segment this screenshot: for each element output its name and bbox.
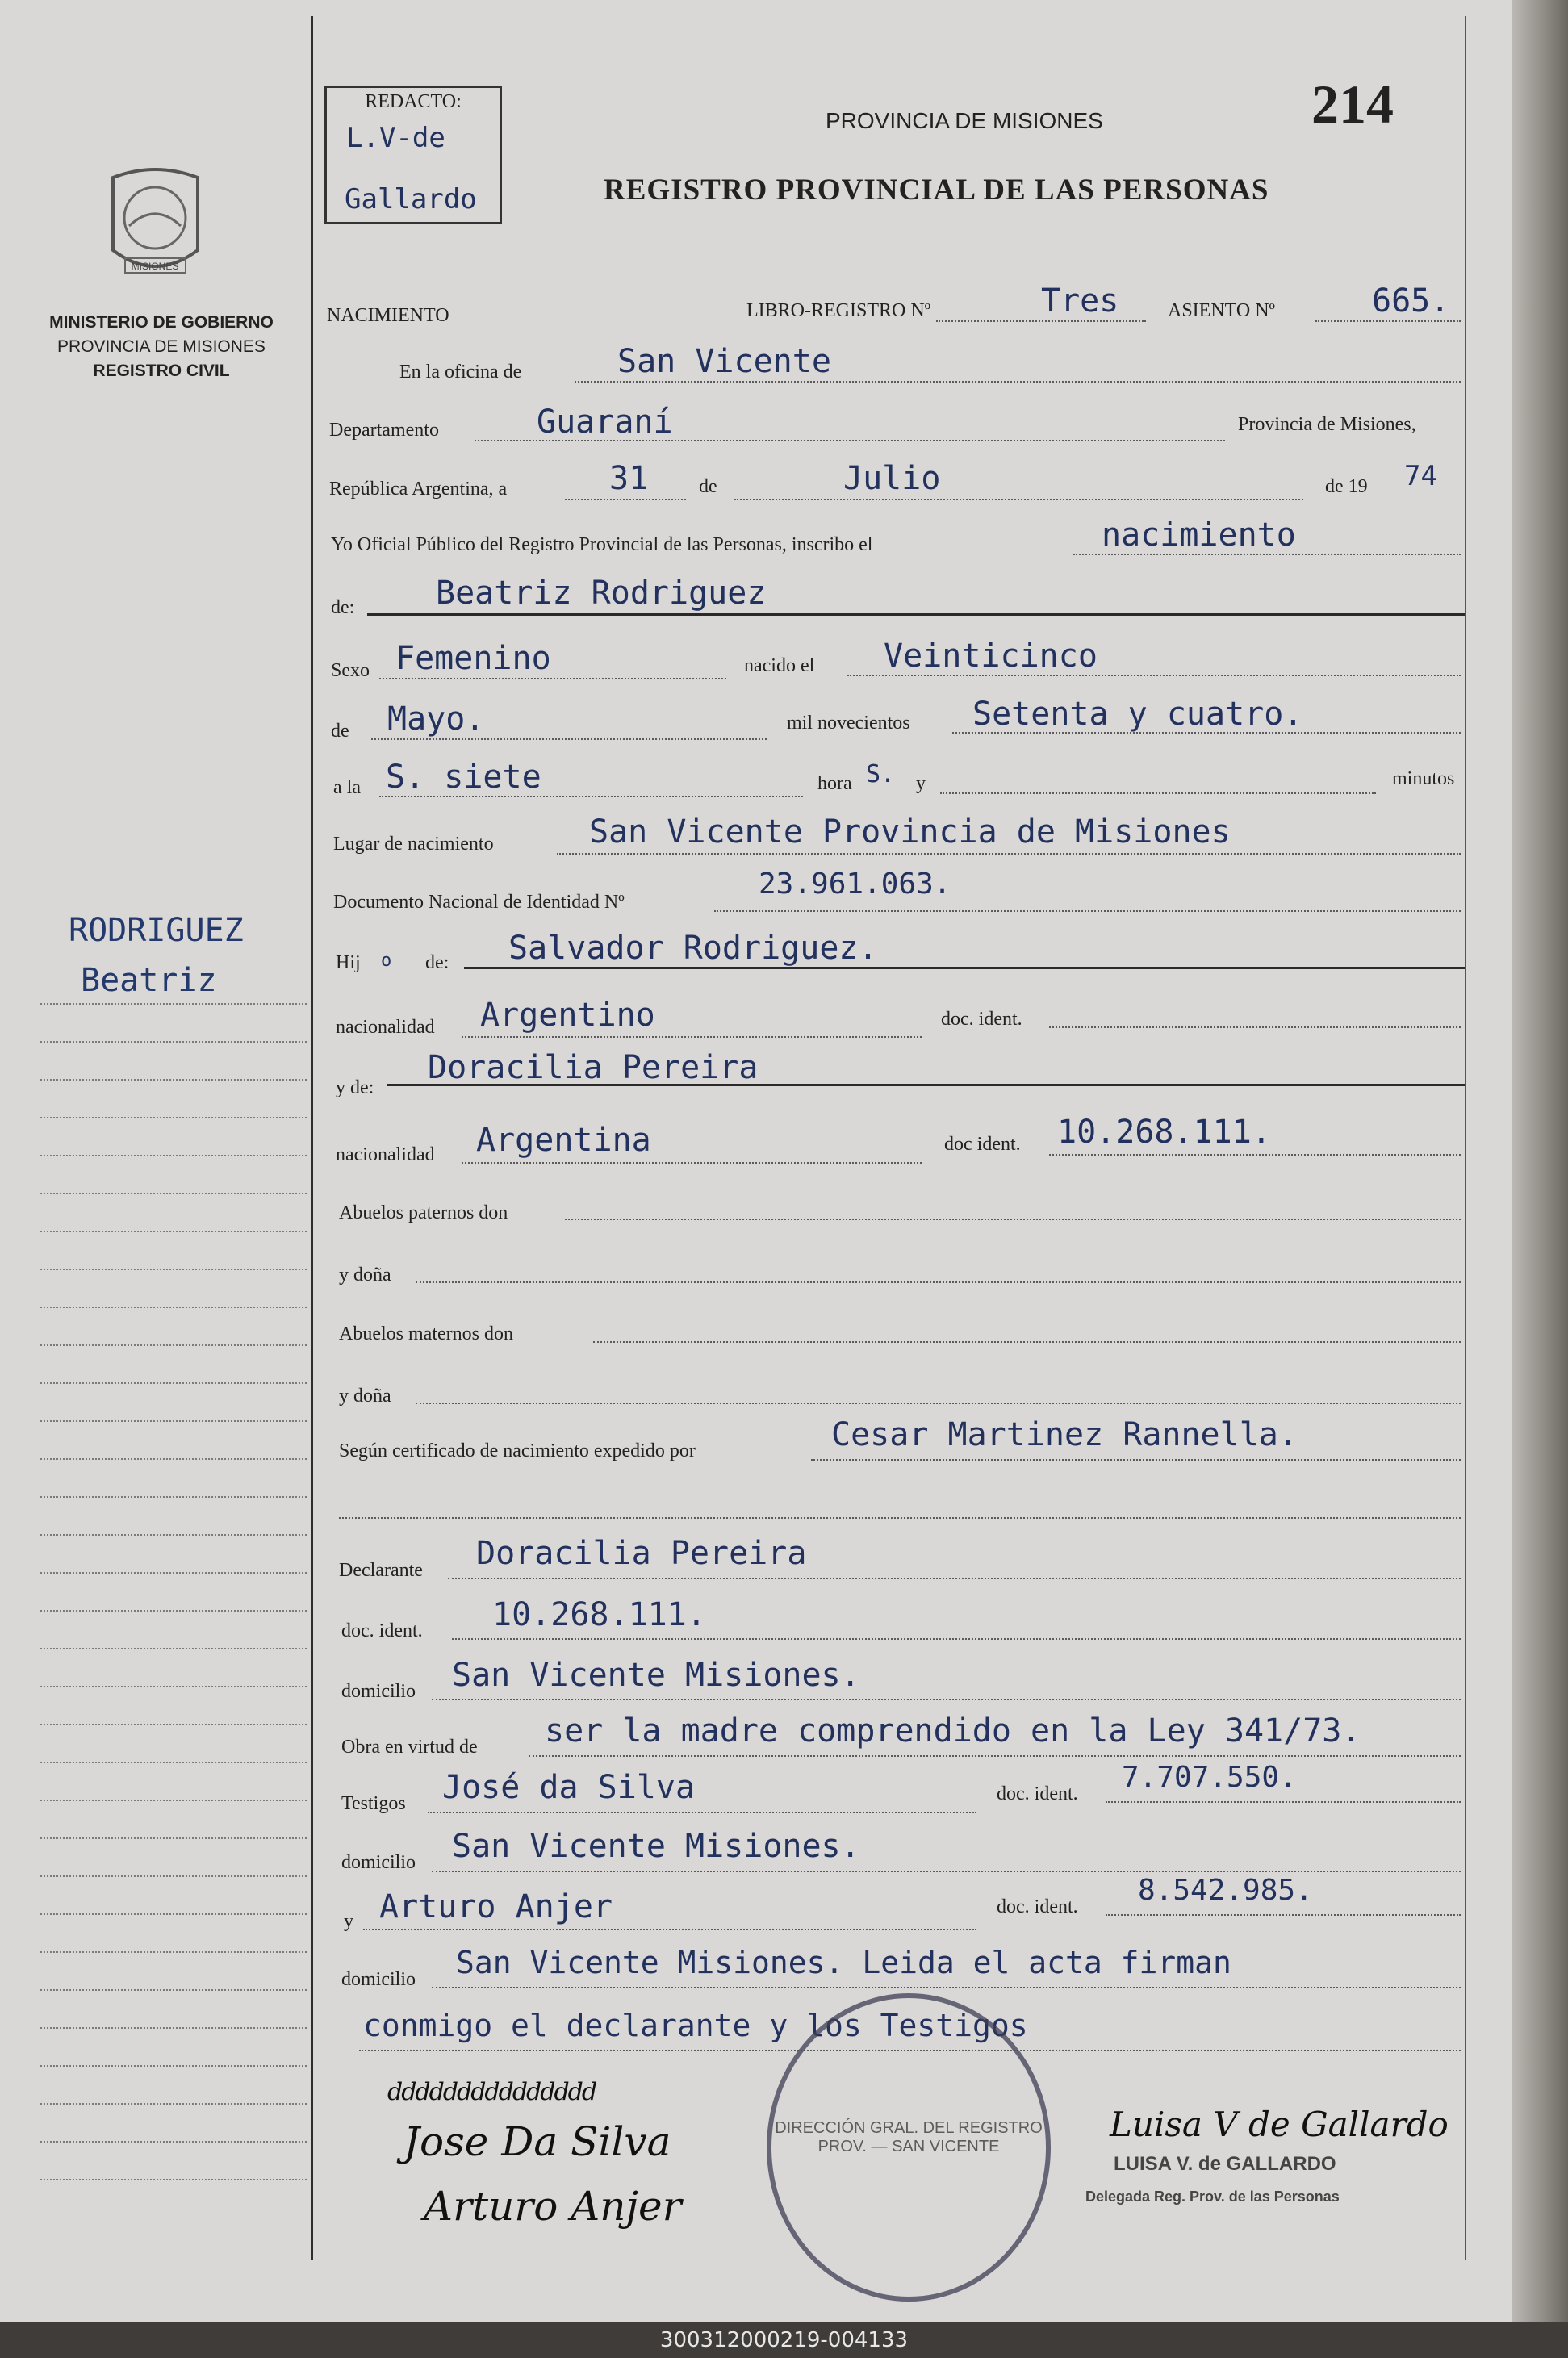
value-departamento: Guaraní [537,403,673,441]
label-nacionalidad-padre: nacionalidad [336,1017,435,1038]
value-nombre: Beatriz Rodriguez [436,575,767,612]
redacto-label: REDACTO: [365,91,462,112]
value-doc-declarante: 10.268.111. [492,1596,706,1633]
value-domicilio-testigo2: San Vicente Misiones. Leida el acta firman [456,1945,1231,1980]
label-y-dona-pat: y doña [339,1265,391,1286]
value-inscribo: nacimiento [1102,516,1296,554]
label-hij: Hij [336,952,361,973]
value-nac-padre: Argentino [480,997,655,1034]
label-docid-declarante: doc. ident. [341,1620,423,1641]
label-provincia: Provincia de Misiones, [1238,414,1416,435]
signature-official: Luisa V de Gallardo [1110,2105,1449,2144]
value-domicilio-testigo1: San Vicente Misiones. [452,1828,860,1865]
value-padre: Salvador Rodriguez. [508,930,878,967]
label-y-dona-mat: y doña [339,1386,391,1407]
label-oficina: En la oficina de [399,362,522,383]
label-segun: Según certificado de nacimiento expedido por [339,1440,696,1461]
label-asiento: ASIENTO Nº [1168,300,1275,321]
right-rule [1465,16,1466,2260]
value-mes: Julio [843,460,941,497]
signature-testigo2: Arturo Anjer [424,2183,682,2230]
redacto-surname: Gallardo [345,183,477,215]
label-nacimiento: NACIMIENTO [327,305,449,326]
folio-number: 214 [1311,73,1394,135]
margin-ruled-lines [40,1003,307,2217]
value-testigo2: Arturo Anjer [379,1888,613,1925]
value-dni: 23.961.063. [759,868,951,901]
official-name: LUISA V. de GALLARDO [1114,2153,1336,2175]
label-testigos: Testigos [341,1793,406,1814]
ministry-province: PROVINCIA DE MISIONES [57,337,266,356]
value-domicilio-declarante: San Vicente Misiones. [452,1657,860,1694]
value-nacido: Veinticinco [884,638,1098,675]
redacto-box [324,86,502,224]
label-oficial: Yo Oficial Público del Registro Provincial de las Personas, inscribo el [331,534,873,555]
image-id-footer: 300312000219-004133 [0,2322,1568,2358]
label-abuelos-paternos: Abuelos paternos don [339,1202,508,1223]
label-domicilio-declarante: domicilio [341,1681,416,1702]
value-segun: Cesar Martinez Rannella. [831,1416,1298,1453]
declarant-signature-scribble: ddddddddddddddd [387,2078,596,2106]
label-de-anio: de 19 [1325,476,1368,497]
label-minutos: minutos [1392,768,1455,789]
label-libro: LIBRO-REGISTRO Nº [746,300,931,321]
ministry-registry: REGISTRO CIVIL [93,362,230,380]
label-republica: República Argentina, a [329,479,508,500]
value-dia: 31 [609,460,649,497]
redacto-initials: L.V-de [346,122,445,154]
registry-title: REGISTRO PROVINCIAL DE LAS PERSONAS [604,174,1269,207]
label-docid-padre: doc. ident. [941,1009,1022,1030]
value-lugar: San Vicente Provincia de Misiones [589,813,1231,851]
value-obra: ser la madre comprendido en la Ley 341/73. [545,1712,1361,1750]
value-mes-nac: Mayo. [387,700,485,738]
value-anio-nac: Setenta y cuatro. [972,696,1303,733]
label-declarante: Declarante [339,1560,423,1581]
value-hij-suffix: o [381,951,392,971]
label-y-testigo2: y [344,1911,353,1932]
margin-surname: RODRIGUEZ [69,912,244,949]
value-testigo1: José da Silva [442,1769,696,1806]
label-docid-testigo1: doc. ident. [997,1783,1078,1804]
label-abuelos-maternos: Abuelos maternos don [339,1323,513,1344]
stamp-text: DIRECCIÓN GRAL. DEL REGISTRO PROV. — SAN VICENTE [775,2119,1043,2155]
provincial-seal-icon [97,161,214,291]
label-domicilio-testigo1: domicilio [341,1852,416,1873]
binding-edge [1512,0,1568,2322]
label-obra: Obra en virtud de [341,1737,478,1758]
value-doc-testigo2: 8.542.985. [1138,1874,1313,1907]
value-sexo: Femenino [395,640,551,677]
label-y-de: y de: [336,1077,374,1098]
official-title: Delegada Reg. Prov. de las Personas [1085,2189,1340,2205]
margin-given-name: Beatriz [81,962,217,999]
label-a-la: a la [333,777,361,798]
signature-testigo1: Jose Da Silva [403,2118,671,2165]
label-de-mesnac: de [331,721,349,742]
value-madre: Doracilia Pereira [428,1049,759,1086]
official-stamp [767,1993,1051,2302]
value-declarante: Doracilia Pereira [476,1535,807,1572]
value-nac-madre: Argentina [476,1122,651,1159]
value-doc-testigo1: 7.707.550. [1122,1761,1297,1794]
value-cierre: conmigo el declarante y los Testigos [363,2008,1028,2043]
label-de-nombre: de: [331,597,355,618]
value-hora: S. siete [386,759,541,796]
value-asiento: 665. [1372,282,1450,320]
label-sexo: Sexo [331,660,370,681]
label-docid-madre: doc ident. [944,1134,1021,1155]
label-lugar: Lugar de nacimiento [333,834,494,855]
value-hora-suffix: S. [866,760,896,788]
value-oficina: San Vicente [617,343,831,380]
svg-text:MISIONES: MISIONES [131,261,179,272]
label-hora: hora [817,773,852,794]
value-anio: 74 [1404,460,1437,492]
label-mil: mil novecientos [787,713,910,734]
label-nacido: nacido el [744,655,815,676]
ministry-name: MINISTERIO DE GOBIERNO [49,313,274,332]
province-heading: PROVINCIA DE MISIONES [826,108,1103,133]
label-docid-testigo2: doc. ident. [997,1896,1078,1917]
label-de-mes: de [699,476,717,497]
label-dni: Documento Nacional de Identidad Nº [333,892,625,913]
value-libro: Tres [1041,282,1119,320]
margin-rule [311,16,313,2260]
value-doc-madre: 10.268.111. [1057,1114,1271,1151]
label-departamento: Departamento [329,420,439,441]
label-nacionalidad-madre: nacionalidad [336,1144,435,1165]
label-y-minutos: y [916,773,926,794]
label-hij-de: de: [425,952,449,973]
label-domicilio-testigo2: domicilio [341,1969,416,1990]
ministry-header [16,311,307,383]
